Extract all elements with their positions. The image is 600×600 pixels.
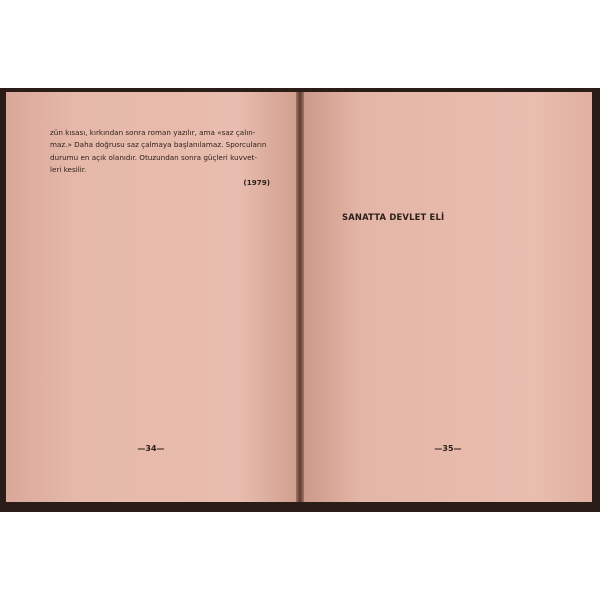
left-line-2: maz.» Daha doğrusu saz çalmaya başlanılamaz. Sporcuların [50,140,267,150]
right-page-number: —35— [434,443,462,453]
left-line-1: zün kısası, kırkından sonra roman yazılır, ama «saz çalın- [50,128,256,137]
left-page [6,92,296,502]
left-line-4: leri kesilir. [50,165,87,175]
book-gutter [296,92,304,502]
right-page [304,92,592,502]
section-heading: SANATTA DEVLET ELİ [342,212,445,222]
left-year: (1979) [243,177,270,187]
left-page-number: —34— [137,443,165,453]
left-line-3: durumu en açık olanıdır. Otuzundan sonra güçleri kuvvet- [50,152,257,162]
